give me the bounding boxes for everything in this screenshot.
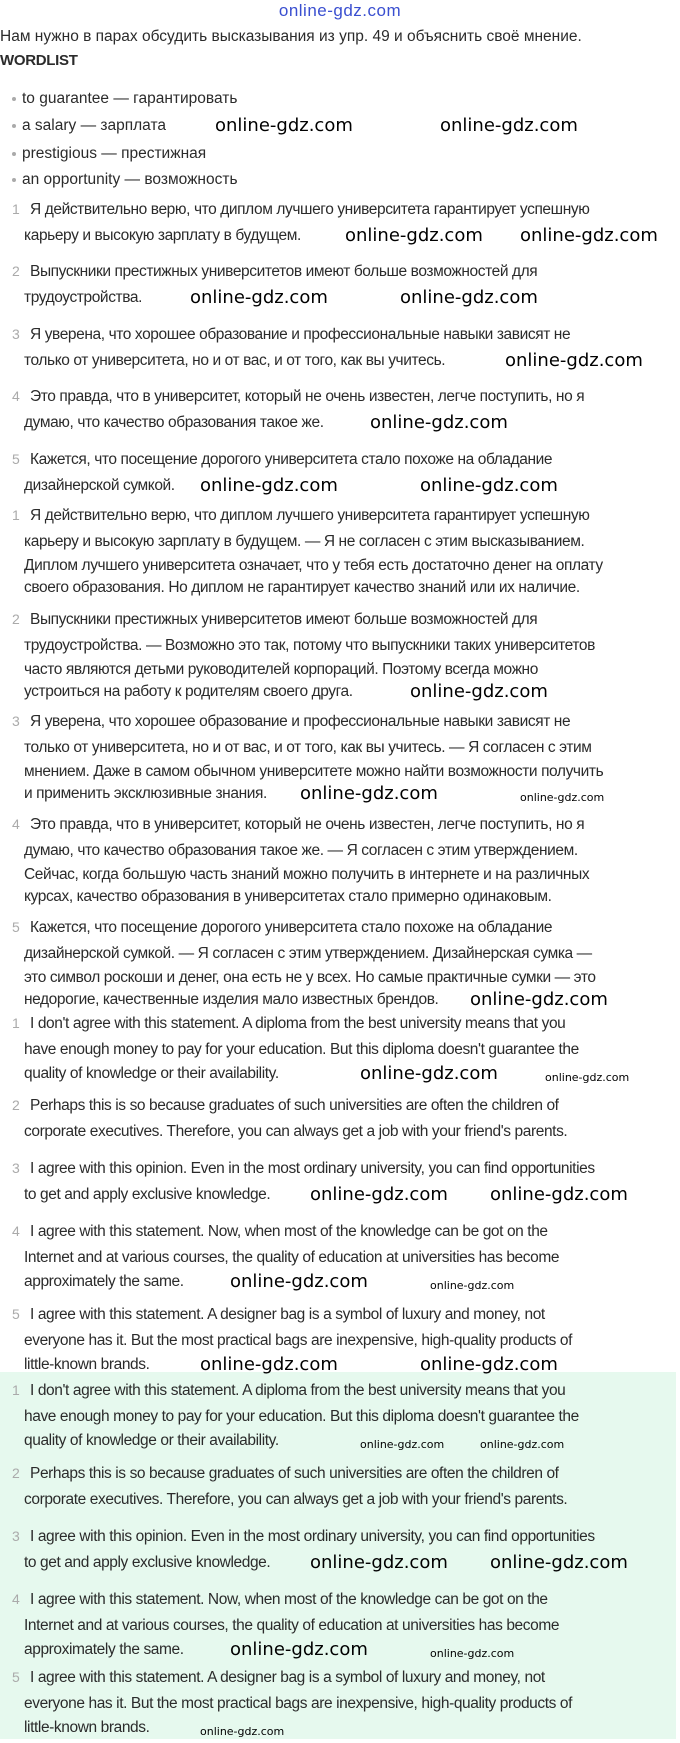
numbered-statement: [12, 1666, 678, 1739]
statement-line: quality of knowledge or their availability.: [24, 1432, 279, 1449]
bullet-icon: [12, 152, 16, 156]
watermark-text: online-gdz.com: [490, 1552, 628, 1573]
statement-number: 3: [12, 1528, 20, 1544]
statement-number: 1: [12, 507, 20, 523]
wordlist-item: [12, 171, 238, 189]
watermark-text: online-gdz.com: [310, 1552, 448, 1573]
statement-number: 2: [12, 263, 20, 279]
numbered-statement: [12, 1303, 678, 1376]
bullet-icon: [12, 178, 16, 182]
statement-line: 1 I don't agree with this statement. A diploma from the best university means that you: [12, 1379, 678, 1406]
statement-number: 5: [12, 1306, 20, 1322]
watermark-text: online-gdz.com: [470, 989, 608, 1010]
wordlist-item: [12, 145, 206, 163]
watermark-text: online-gdz.com: [520, 791, 605, 804]
statement-line: 4 I agree with this statement. Now, when most of the knowledge can be got on the: [12, 1588, 678, 1615]
statement-number: 5: [12, 919, 20, 935]
watermark-text: online-gdz.com: [200, 1354, 338, 1375]
statement-line: 5 I agree with this statement. A designer bag is a symbol of luxury and money, not: [12, 1303, 678, 1330]
statement-line: to get and apply exclusive knowledge.: [24, 1186, 271, 1203]
statement-line: трудоустройства. — Возможно это так, потому что выпускники таких университетов: [24, 637, 595, 654]
statement-number: 2: [12, 611, 20, 627]
statement-number: 5: [12, 451, 20, 467]
numbered-statement: [12, 1462, 678, 1516]
statement-line: думаю, что качество образования такое же.: [24, 414, 324, 431]
statement-line: и применить эксклюзивные знания.: [24, 785, 267, 802]
watermark-text: online-gdz.com: [310, 1184, 448, 1205]
statement-line: have enough money to pay for your education. But this diploma doesn't guarantee the: [24, 1408, 579, 1425]
wordlist-item: [12, 117, 166, 135]
statement-line: думаю, что качество образования такое же. — Я согласен с этим утверждением.: [24, 842, 578, 859]
statement-number: 4: [12, 388, 20, 404]
wordlist-text: a salary — зарплата: [22, 117, 166, 134]
watermark-text: online-gdz.com: [230, 1639, 368, 1660]
statement-number: 1: [12, 201, 20, 217]
statement-line: карьеру и высокую зарплату в будущем. — Я не согласен с этим высказыванием.: [24, 533, 585, 550]
statement-line: своего образования. Но диплом не гарантирует качество знаний или их наличие.: [24, 579, 580, 596]
wordlist-item: [12, 90, 237, 108]
numbered-statement: [12, 1094, 678, 1148]
statement-line: 5 Кажется, что посещение дорогого университета стало похоже на обладание: [12, 448, 678, 475]
numbered-statement: [12, 813, 678, 908]
watermark-text: online-gdz.com: [545, 1071, 630, 1084]
statement-line: дизайнерской сумкой. — Я согласен с этим утверждением. Дизайнерская сумка —: [24, 945, 592, 962]
watermark-text: online-gdz.com: [370, 412, 508, 433]
numbered-statement: [12, 385, 678, 439]
watermark-text: online-gdz.com: [345, 225, 483, 246]
statement-line: 2 Выпускники престижных университетов имеют больше возможностей для: [12, 260, 678, 287]
statement-line: 4 Это правда, что в университет, который не очень известен, легче поступить, но я: [12, 813, 678, 840]
statement-line: устроиться на работу к родителям своего друга.: [24, 683, 353, 700]
statement-line: approximately the same.: [24, 1641, 184, 1658]
statement-number: 1: [12, 1015, 20, 1031]
statement-line: дизайнерской сумкой.: [24, 477, 175, 494]
statement-line: 4 I agree with this statement. Now, when most of the knowledge can be got on the: [12, 1220, 678, 1247]
watermark-text: online-gdz.com: [420, 1354, 558, 1375]
statement-number: 5: [12, 1669, 20, 1685]
statement-line: approximately the same.: [24, 1273, 184, 1290]
watermark-text: online-gdz.com: [410, 681, 548, 702]
wordlist-text: an opportunity — возможность: [22, 171, 238, 188]
statement-line: это символ роскоши и денег, она есть не у всех. Но самые практичные сумки — это: [24, 969, 596, 986]
statement-line: 1 Я действительно верю, что диплом лучшего университета гарантирует успешную: [12, 198, 678, 225]
statement-line: 3 I agree with this opinion. Even in the most ordinary university, you can find opportunities: [12, 1157, 678, 1184]
statement-line: трудоустройства.: [24, 289, 143, 306]
watermark-text: online-gdz.com: [520, 225, 658, 246]
bullet-icon: [12, 124, 16, 128]
watermark-text: online-gdz.com: [440, 115, 578, 136]
watermark-text: online-gdz.com: [430, 1279, 515, 1292]
watermark-text: online-gdz.com: [300, 783, 438, 804]
watermark-text: online-gdz.com: [360, 1063, 498, 1084]
watermark-text: online-gdz.com: [430, 1647, 515, 1660]
statement-number: 3: [12, 1160, 20, 1176]
statement-number: 1: [12, 1382, 20, 1398]
numbered-statement: [12, 504, 678, 599]
statement-line: quality of knowledge or their availability.: [24, 1065, 279, 1082]
statement-line: little-known brands.: [24, 1356, 150, 1373]
statement-line: 5 Кажется, что посещение дорогого университета стало похоже на обладание: [12, 916, 678, 943]
statement-line: corporate executives. Therefore, you can always get a job with your friend's parents.: [24, 1123, 568, 1140]
statement-line: Internet and at various courses, the quality of education at universities has become: [24, 1617, 560, 1634]
watermark-text: online-gdz.com: [230, 1271, 368, 1292]
watermark-text: online-gdz.com: [360, 1438, 445, 1451]
watermark-text: online-gdz.com: [400, 287, 538, 308]
task-instruction: Нам нужно в парах обсудить высказывания из упр. 49 и объяснить своё мнение.: [0, 28, 582, 45]
numbered-statement: [12, 1379, 678, 1452]
watermark-text: online-gdz.com: [200, 1725, 285, 1738]
statement-line: corporate executives. Therefore, you can always get a job with your friend's parents.: [24, 1491, 568, 1508]
statement-line: 5 I agree with this statement. A designer bag is a symbol of luxury and money, not: [12, 1666, 678, 1693]
numbered-statement: [12, 608, 678, 703]
statement-number: 2: [12, 1097, 20, 1113]
statement-line: 3 Я уверена, что хорошее образование и профессиональные навыки зависят не: [12, 710, 678, 737]
watermark-text: online-gdz.com: [190, 287, 328, 308]
statement-line: everyone has it. But the most practical bags are inexpensive, high-quality products of: [24, 1332, 573, 1349]
statement-line: недорогие, качественные изделия мало известных брендов.: [24, 991, 439, 1008]
statement-number: 4: [12, 816, 20, 832]
statement-line: часто являются детьми руководителей корпораций. Поэтому всегда можно: [24, 661, 538, 678]
watermark-text: online-gdz.com: [490, 1184, 628, 1205]
numbered-statement: [12, 260, 678, 314]
statement-line: 3 I agree with this opinion. Even in the most ordinary university, you can find opportunities: [12, 1525, 678, 1552]
bullet-icon: [12, 97, 16, 101]
statement-line: курсах, качество образования в университетах стало примерно одинаковым.: [24, 888, 552, 905]
wordlist-text: to guarantee — гарантировать: [22, 90, 238, 107]
statement-line: 1 Я действительно верю, что диплом лучшего университета гарантирует успешную: [12, 504, 678, 531]
statement-line: Сейчас, когда большую часть знаний можно получить в интернете и на различных: [24, 866, 590, 883]
statement-line: Internet and at various courses, the quality of education at universities has become: [24, 1249, 560, 1266]
statement-line: Диплом лучшего университета означает, что у тебя есть достаточно денег на оплату: [24, 557, 603, 574]
statement-line: 2 Perhaps this is so because graduates of such universities are often the children of: [12, 1462, 678, 1489]
statement-line: 4 Это правда, что в университет, который не очень известен, легче поступить, но я: [12, 385, 678, 412]
statement-line: 3 Я уверена, что хорошее образование и профессиональные навыки зависят не: [12, 323, 678, 350]
statement-line: 1 I don't agree with this statement. A diploma from the best university means that you: [12, 1012, 678, 1039]
wordlist-text: prestigious — престижная: [22, 145, 207, 162]
numbered-statement: [12, 448, 678, 502]
statement-number: 3: [12, 713, 20, 729]
statement-line: 2 Выпускники престижных университетов имеют больше возможностей для: [12, 608, 678, 635]
statement-number: 4: [12, 1223, 20, 1239]
statement-line: to get and apply exclusive knowledge.: [24, 1554, 271, 1571]
watermark-text: online-gdz.com: [505, 350, 643, 371]
statement-line: карьеру и высокую зарплату в будущем.: [24, 227, 301, 244]
statement-number: 2: [12, 1465, 20, 1481]
statement-number: 4: [12, 1591, 20, 1607]
watermark-text: online-gdz.com: [480, 1438, 565, 1451]
statement-number: 3: [12, 326, 20, 342]
wordlist-title: WORDLIST: [0, 52, 78, 69]
statement-line: только от университета, но и от вас, и от того, как вы учитесь. — Я согласен с этим: [24, 739, 592, 756]
statement-line: мнением. Даже в самом обычном университете можно найти возможности получить: [24, 763, 604, 780]
statement-line: little-known brands.: [24, 1719, 150, 1736]
statement-line: 2 Perhaps this is so because graduates of such universities are often the children of: [12, 1094, 678, 1121]
statement-line: everyone has it. But the most practical bags are inexpensive, high-quality products of: [24, 1695, 573, 1712]
watermark-text: online-gdz.com: [200, 475, 338, 496]
watermark-text: online-gdz.com: [420, 475, 558, 496]
watermark-text: online-gdz.com: [215, 115, 353, 136]
statement-line: have enough money to pay for your education. But this diploma doesn't guarantee the: [24, 1041, 579, 1058]
site-watermark: online-gdz.com: [278, 1, 402, 20]
statement-line: только от университета, но и от вас, и от того, как вы учитесь.: [24, 352, 446, 369]
